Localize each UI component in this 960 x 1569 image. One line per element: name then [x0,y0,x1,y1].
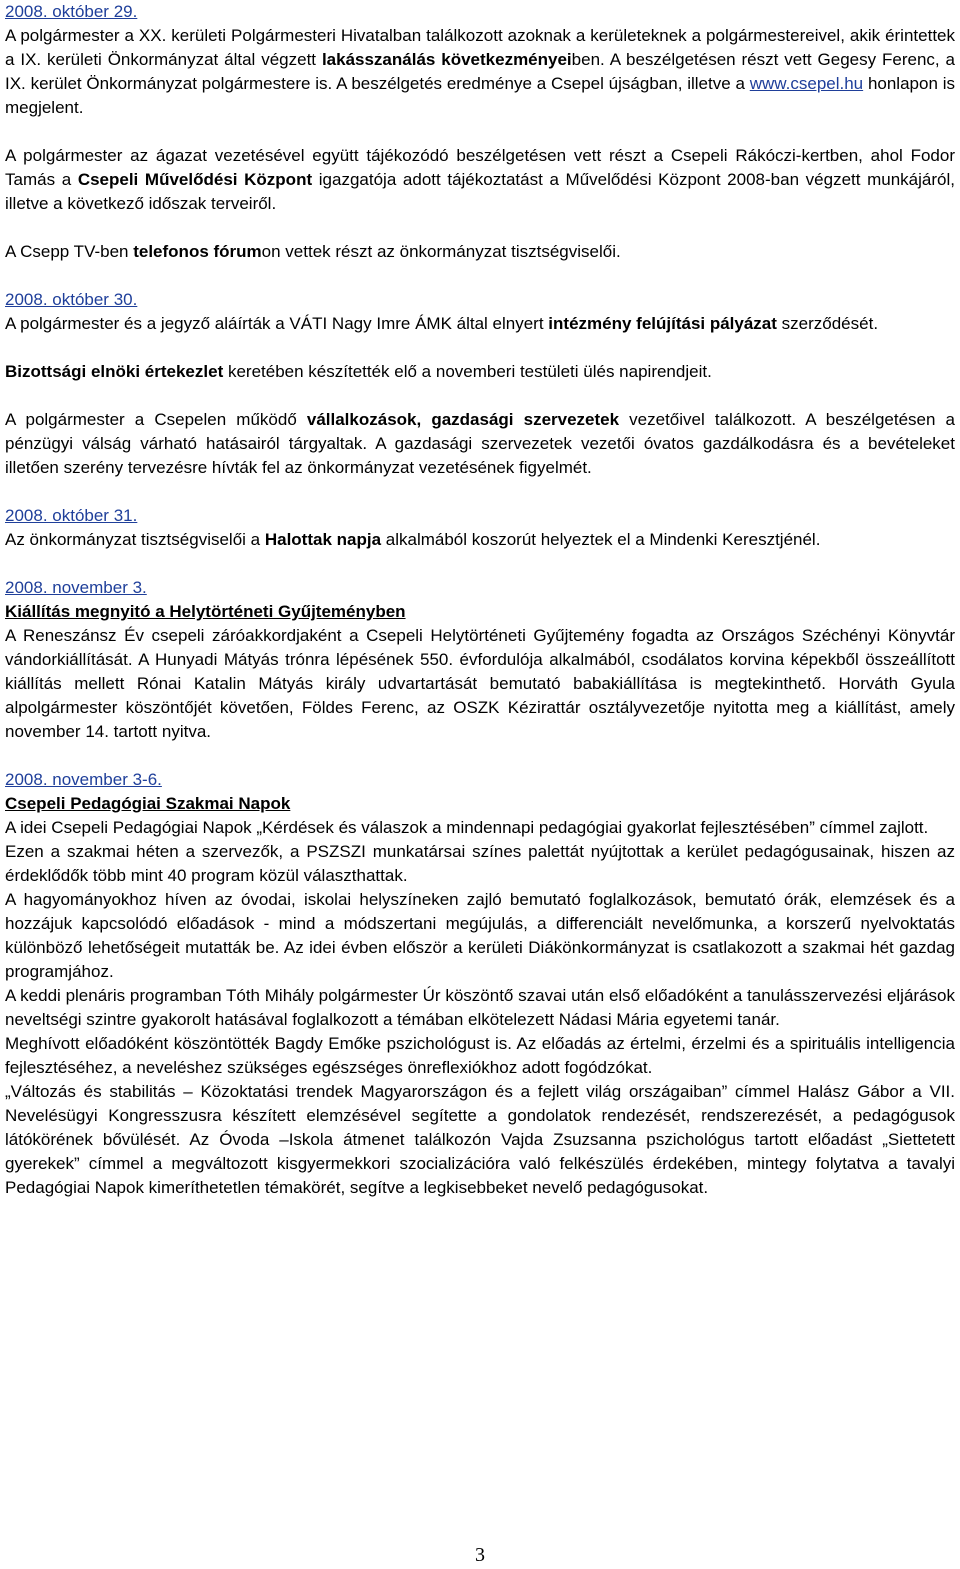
paragraph: Ezen a szakmai héten a szervezők, a PSZSZI munkatársai színes palettát nyújtottak a kerület pedagógusainak, hiszen az érdeklődők több mint 40 program közül választhattak. [5,842,955,885]
entry-date: 2008. október 29. [5,2,138,21]
paragraph: Meghívott előadóként köszöntötték Bagdy Emőke pszichológust is. Az előadás az értelmi, érzelmi és a spirituális intelligencia fejlesztéséhez, a neveléshez szükséges egészséges önreflexiókhoz adott fogódzókat. [5,1034,955,1077]
text-run: alkalmából koszorút helyeztek el a Mindenki Keresztjénél. [381,530,821,549]
text-run: szerződését. [776,314,879,333]
text-run: A polgármester a XX. kerületi Polgármesteri Hivatalban találkozott azoknak a kerületeknek a polgármestereivel, akik érintettek a IX. kerületi Önkormányzat által végzett [5,26,955,69]
bold-text: Halottak napja [264,530,382,549]
entry-date: 2008. november 3. [5,578,147,597]
paragraph: A Reneszánsz Év csepeli záróakkordjaként a Csepeli Helytörténeti Gyűjtemény fogadta az Országos Széchényi Könyvtár vándorkiállítását. A Hunyadi Mátyás trónra lépésének 550. évfordulója alkalmából, csodálatos korvina képekből összeállított kiállítás mellett Rónai Katalin Mátyás király udvartartását bemutató babakiállítása is megtekinthető. Horváth Gyula alpolgármester köszöntőjét követően, Földes Ferenc, az OSZK Kézirattár osztályvezetője nyitotta meg a kiállítást, amely november 14. tartott nyitva. [5,626,955,741]
paragraph [5,240,955,264]
text-run: on vettek részt az önkormányzat tisztségviselői. [261,242,621,261]
bold-text: vállalkozások, gazdasági szervezetek [306,410,620,429]
bold-text: telefonos fórum [133,242,262,261]
paragraph: A idei Csepeli Pedagógiai Napok „Kérdések és válaszok a mindennapi pedagógiai gyakorlat fejlesztésében” címmel zajlott. [5,818,929,837]
text-run: Az önkormányzat tisztségviselői a [5,530,265,549]
text-run: A polgármester az ágazat vezetésével együtt tájékozódó beszélgetésen vett részt a Csepeli Rákóczi-kertben, ahol Fodor Tamás a [5,146,955,189]
paragraph [5,312,955,336]
text-run: ben. A beszélgetésen részt vett Gegesy Ferenc, a IX. kerület Önkormányzat polgármestere is. A beszélgetés eredménye a Csepel újságban, illetve a [5,50,955,93]
bold-text: intézmény felújítási pályázat [548,314,777,333]
section-heading: Csepeli Pedagógiai Szakmai Napok [5,794,291,813]
text-run: keretében készítették elő a novemberi testületi ülés napirendjeit. [223,362,712,381]
entry-date: 2008. október 31. [5,506,138,525]
page-number: 3 [475,1544,485,1566]
text-run: A polgármester és a jegyző aláírták a VÁTI Nagy Imre ÁMK által elnyert [5,314,549,333]
paragraph: „Változás és stabilitás – Közoktatási trendek Magyarországon és a fejlett világ országaiban” címmel Halász Gábor a VII. Nevelésügyi Kongresszusra készített elemzésével segítette a gondolatok rendezését, rendszerezését, a pedagógusok látókörének bővülését. Az Óvoda –Iskola átmenet találkozón Vajda Zsuzsanna pszichológus tartott előadást „Siettetett gyerekek” címmel a megváltozott kisgyermekkori szocializációra való felkészülés érdekében, mintegy folytatva a tavalyi Pedagógiai Napok kimeríthetetlen témakörét, segítve a legkisebbeket nevelő pedagógusokat. [5,1082,955,1197]
paragraph: A hagyományokhoz híven az óvodai, iskolai helyszíneken zajló bemutató foglalkozások, bemutató órák, elemzések és a hozzájuk kapcsolódó előadások - mind a módszertani megújulás, a differenciált nevelőmunka, a korszerű nyelvoktatás különböző lehetőségeit mutatták be. Az idei évben először a kerületi Diákönkormányzat is csatlakozott a szakmai hét gazdag programjához. [5,890,955,981]
bold-text: Csepeli Művelődési Központ [77,170,313,189]
bold-text: Bizottsági elnöki értekezlet [5,362,224,381]
paragraph: A keddi plenáris programban Tóth Mihály polgármester Úr köszöntő szavai után első előadóként a tanulásszervezési eljárások neveltségi szintre gyakorolt hatásával foglalkozott a témában elkötelezett Nádasi Mária egyetemi tanár. [5,986,955,1029]
website-link[interactable]: www.csepel.hu [749,74,864,93]
entry-date: 2008. november 3-6. [5,770,162,789]
document-page [5,0,955,1200]
bold-text: lakásszanálás következményei [321,50,572,69]
text-run: A Csepp TV-ben [5,242,134,261]
text-run: vezetőivel találkozott. A beszélgetésen a pénzügyi válság várható hatásairól tárgyaltak. A gazdasági szervezetek vezetői óvatos gazdálkodásra és a bevételeket illetően szerény tervezésre hívták fel az önkormányzat vezetésének figyelmét. [5,410,955,477]
paragraph [5,408,955,480]
text-run: honlapon is megjelent. [5,74,955,117]
section-heading: Kiállítás megnyitó a Helytörténeti Gyűjteményben [5,602,406,621]
paragraph [5,24,955,120]
text-run: A polgármester a Csepelen működő [5,410,307,429]
paragraph [5,528,955,552]
paragraph [5,360,955,384]
text-run: igazgatója adott tájékoztatást a Művelődési Központ 2008-ban végzett munkájáról, illetve a következő időszak terveiről. [5,170,955,213]
paragraph [5,144,955,216]
entry-date: 2008. október 30. [5,290,138,309]
